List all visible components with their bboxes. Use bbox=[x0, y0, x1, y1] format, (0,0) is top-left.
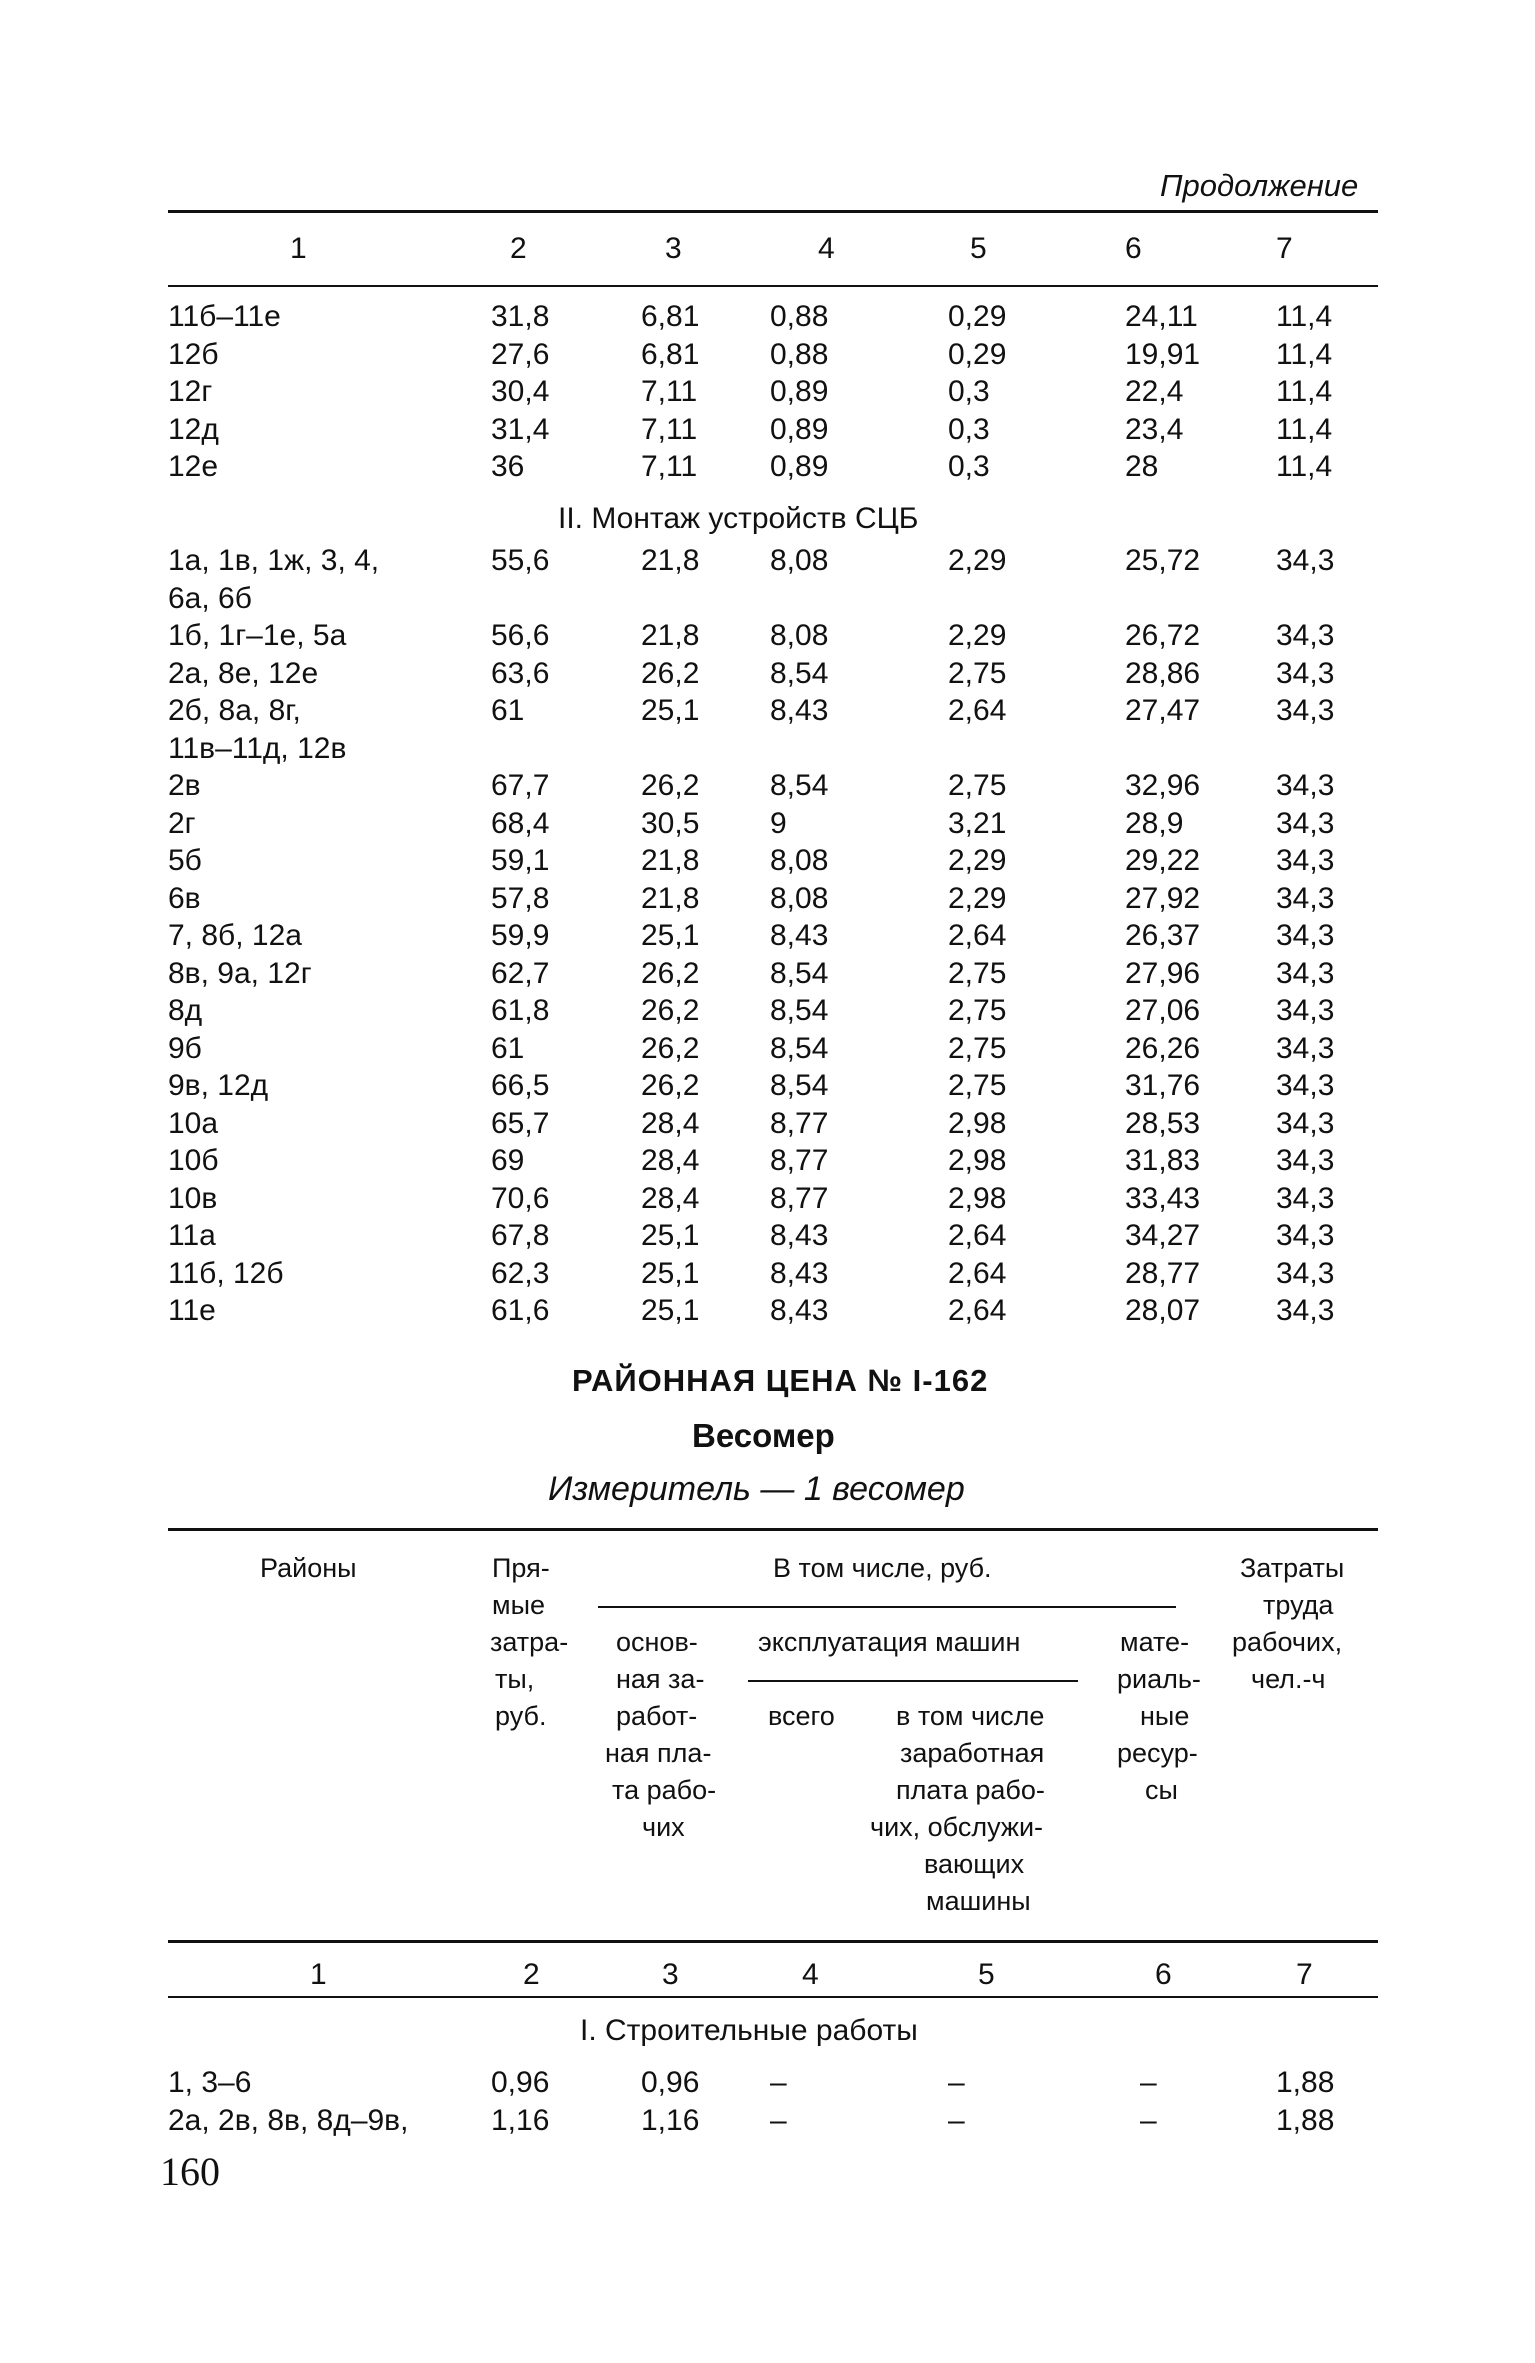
table-cell: 2,75 bbox=[948, 1069, 1007, 1102]
header-line: ная за- bbox=[616, 1664, 705, 1694]
table-cell: 34,3 bbox=[1276, 694, 1335, 727]
header-line: машины bbox=[926, 1886, 1031, 1916]
table-cell: 24,11 bbox=[1125, 300, 1198, 333]
continuation-label: Продолжение bbox=[1160, 168, 1359, 203]
measure-unit: Измеритель — 1 весомер bbox=[548, 1470, 965, 1508]
table-cell: 8,54 bbox=[770, 1069, 829, 1102]
table-row-label: 6в bbox=[168, 881, 201, 915]
table-cell: 23,4 bbox=[1125, 412, 1184, 446]
table-cell: 34,27 bbox=[1125, 1219, 1201, 1252]
header-line: затра- bbox=[490, 1627, 569, 1657]
header-line: Пря- bbox=[492, 1553, 550, 1583]
table-cell: 27,6 bbox=[491, 337, 550, 371]
table-cell: 8,43 bbox=[770, 919, 829, 952]
table-row-label: 10б bbox=[168, 1144, 219, 1177]
col-number: 7 bbox=[1276, 232, 1293, 265]
header-line: мые bbox=[492, 1590, 545, 1620]
table2-colnum-rule bbox=[168, 1996, 1378, 1998]
table-cell: 0,3 bbox=[948, 450, 990, 483]
header-line: заработная bbox=[900, 1738, 1045, 1768]
table-cell: 32,96 bbox=[1125, 769, 1201, 802]
item-name: Весомер bbox=[692, 1417, 835, 1454]
header-line: рабочих, bbox=[1232, 1627, 1343, 1657]
table-cell: 2,98 bbox=[948, 1181, 1007, 1215]
header-including-rule bbox=[598, 1606, 1176, 1608]
header-including: В том числе, руб. bbox=[773, 1553, 992, 1583]
table-cell: 57,8 bbox=[491, 881, 550, 915]
table-cell: 8,43 bbox=[770, 1219, 829, 1252]
table-cell: 2,64 bbox=[948, 1294, 1007, 1327]
table-cell: 2,64 bbox=[948, 1256, 1007, 1290]
table-row-label: 2г bbox=[168, 806, 196, 840]
table-cell: 25,1 bbox=[641, 694, 700, 727]
table-cell: 0,88 bbox=[770, 300, 829, 333]
header-line: Затраты bbox=[1240, 1553, 1345, 1583]
table-row-label: 12г bbox=[168, 375, 213, 408]
table-cell: 68,4 bbox=[491, 806, 550, 840]
table1-top-rule bbox=[168, 210, 1378, 213]
header-line: чих bbox=[642, 1812, 685, 1842]
table-cell: 8,54 bbox=[770, 769, 829, 802]
table-cell: 0,96 bbox=[491, 2066, 550, 2099]
table-cell: 28,4 bbox=[641, 1106, 700, 1140]
header-regions: Районы bbox=[260, 1553, 357, 1583]
col-number: 5 bbox=[978, 1958, 995, 1991]
table-cell: 2,29 bbox=[948, 544, 1007, 577]
table-cell: 2,75 bbox=[948, 956, 1007, 990]
table-cell: 25,1 bbox=[641, 1219, 700, 1252]
header-line: ты, bbox=[495, 1664, 535, 1694]
col-number: 4 bbox=[818, 232, 835, 265]
col-number: 6 bbox=[1155, 1958, 1172, 1991]
table1-section-title: II. Монтаж устройств СЦБ bbox=[558, 502, 919, 535]
table-cell: 26,2 bbox=[641, 994, 700, 1027]
table-cell: 27,96 bbox=[1125, 956, 1201, 990]
table-cell: 34,3 bbox=[1276, 619, 1335, 652]
col-number: 2 bbox=[523, 1958, 540, 1991]
table-cell: 33,43 bbox=[1125, 1181, 1201, 1215]
table-row-label: 11е bbox=[168, 1294, 216, 1327]
table-cell: 26,2 bbox=[641, 1069, 700, 1102]
table-cell: 0,89 bbox=[770, 450, 829, 483]
table-cell: 8,08 bbox=[770, 844, 829, 877]
table-cell: 62,3 bbox=[491, 1256, 550, 1290]
table-row-label: 9в, 12д bbox=[168, 1069, 269, 1102]
table-row-label: 9б bbox=[168, 1031, 202, 1065]
table-cell: 26,2 bbox=[641, 1031, 700, 1065]
table-cell: 31,83 bbox=[1125, 1144, 1201, 1177]
table-cell: 28,4 bbox=[641, 1181, 700, 1215]
header-line: вающих bbox=[924, 1849, 1025, 1879]
table-cell: 0,29 bbox=[948, 337, 1007, 371]
header-line: чих, обслужи- bbox=[870, 1812, 1044, 1842]
col-number: 4 bbox=[802, 1958, 819, 1991]
table2-section-title: I. Строительные работы bbox=[580, 2014, 918, 2047]
table-row-label: 6а, 6б bbox=[168, 581, 252, 615]
table-cell: 1,16 bbox=[491, 2103, 550, 2137]
table-cell: 28,9 bbox=[1125, 806, 1184, 840]
table-cell: 2,64 bbox=[948, 1219, 1007, 1252]
table-cell: 34,3 bbox=[1276, 1144, 1335, 1177]
table-cell: 26,2 bbox=[641, 656, 700, 690]
table-cell: 8,43 bbox=[770, 1256, 829, 1290]
table-cell: 27,06 bbox=[1125, 994, 1201, 1027]
table-cell: 2,75 bbox=[948, 656, 1007, 690]
table-cell: 34,3 bbox=[1276, 956, 1335, 990]
table-cell: 25,1 bbox=[641, 1256, 700, 1290]
table-cell: 0,29 bbox=[948, 300, 1007, 333]
table-cell: 34,3 bbox=[1276, 656, 1335, 690]
header-machine-rule bbox=[748, 1680, 1078, 1682]
table-cell: 61,8 bbox=[491, 994, 550, 1027]
table-cell: 26,2 bbox=[641, 769, 700, 802]
table-cell: 26,37 bbox=[1125, 919, 1201, 952]
table-cell: 29,22 bbox=[1125, 844, 1201, 877]
table-cell: 2,75 bbox=[948, 1031, 1007, 1065]
table-row-label: 2а, 2в, 8в, 8д–9в, bbox=[168, 2103, 409, 2137]
table-cell: 2,29 bbox=[948, 844, 1007, 877]
table-cell: 59,9 bbox=[491, 919, 550, 952]
table-cell: 8,43 bbox=[770, 1294, 829, 1327]
header-line: ресур- bbox=[1117, 1738, 1198, 1768]
table-row-label: 11в–11д, 12в bbox=[168, 731, 347, 765]
table1-header-rule bbox=[168, 285, 1378, 287]
table-cell: 2,75 bbox=[948, 769, 1007, 802]
table-cell: 25,1 bbox=[641, 1294, 700, 1327]
table-cell: 11,4 bbox=[1276, 300, 1333, 333]
table-cell: 26,2 bbox=[641, 956, 700, 990]
table-cell: 27,47 bbox=[1125, 694, 1201, 727]
table-cell: 21,8 bbox=[641, 844, 700, 877]
table-cell: 26,26 bbox=[1125, 1031, 1201, 1065]
table-cell: 11,4 bbox=[1276, 412, 1333, 446]
table-cell: 34,3 bbox=[1276, 806, 1335, 840]
table-cell: 65,7 bbox=[491, 1106, 550, 1140]
header-line: основ- bbox=[616, 1627, 698, 1657]
table-cell: 34,3 bbox=[1276, 881, 1335, 915]
table-cell: 0,3 bbox=[948, 375, 990, 408]
header-line: чел.-ч bbox=[1251, 1664, 1326, 1694]
table-cell: 34,3 bbox=[1276, 994, 1335, 1027]
table-cell: 66,5 bbox=[491, 1069, 550, 1102]
table-cell: 8,54 bbox=[770, 656, 829, 690]
table-cell: – bbox=[948, 2066, 965, 2099]
table-cell: 34,3 bbox=[1276, 1106, 1335, 1140]
table-cell: 1,88 bbox=[1276, 2066, 1335, 2099]
table-cell: 28,07 bbox=[1125, 1294, 1201, 1327]
table-row-label: 10в bbox=[168, 1181, 218, 1215]
table-cell: 34,3 bbox=[1276, 844, 1335, 877]
table-cell: 2,98 bbox=[948, 1106, 1007, 1140]
table-row-label: 11б–11е bbox=[168, 300, 281, 333]
table-cell: 1,88 bbox=[1276, 2103, 1335, 2137]
table-cell: 34,3 bbox=[1276, 1256, 1335, 1290]
table-cell: 63,6 bbox=[491, 656, 550, 690]
table-cell: 11,4 bbox=[1276, 375, 1333, 408]
header-line: риаль- bbox=[1117, 1664, 1201, 1694]
header-line: руб. bbox=[495, 1701, 547, 1731]
table-row-label: 2а, 8е, 12е bbox=[168, 656, 319, 690]
table-row-label: 2в bbox=[168, 769, 201, 802]
table-cell: 61 bbox=[491, 694, 525, 727]
table-cell: 8,77 bbox=[770, 1181, 829, 1215]
table-cell: 1,16 bbox=[641, 2103, 700, 2137]
table-row-label: 5б bbox=[168, 844, 202, 877]
table-cell: 21,8 bbox=[641, 544, 700, 577]
header-line: та рабо- bbox=[612, 1775, 717, 1805]
table-cell: 36 bbox=[491, 450, 525, 483]
table-cell: 62,7 bbox=[491, 956, 550, 990]
table-cell: 34,3 bbox=[1276, 919, 1335, 952]
table-cell: 34,3 bbox=[1276, 544, 1335, 577]
table-cell: 6,81 bbox=[641, 300, 700, 333]
table-cell: 2,64 bbox=[948, 919, 1007, 952]
table-cell: 8,54 bbox=[770, 994, 829, 1027]
table-cell: 30,5 bbox=[641, 806, 700, 840]
table-cell: 8,77 bbox=[770, 1106, 829, 1140]
table-row-label: 1, 3–6 bbox=[168, 2066, 252, 2099]
table-cell: 34,3 bbox=[1276, 1294, 1335, 1327]
table-cell: 59,1 bbox=[491, 844, 550, 877]
col-number: 1 bbox=[290, 232, 307, 265]
table-cell: 25,72 bbox=[1125, 544, 1201, 577]
table-cell: 2,75 bbox=[948, 994, 1007, 1027]
table-cell: 28,77 bbox=[1125, 1256, 1201, 1290]
header-machine-operation: эксплуатация машин bbox=[758, 1627, 1021, 1657]
table-cell: 61,6 bbox=[491, 1294, 550, 1327]
table-cell: 11,4 bbox=[1276, 337, 1333, 371]
table-cell: 31,76 bbox=[1125, 1069, 1201, 1102]
header-line: в том числе bbox=[896, 1701, 1045, 1731]
table-cell: 8,54 bbox=[770, 956, 829, 990]
header-line: труда bbox=[1263, 1590, 1334, 1620]
table-cell: 0,89 bbox=[770, 375, 829, 408]
table-cell: 19,91 bbox=[1125, 337, 1201, 371]
table-cell: 27,92 bbox=[1125, 881, 1201, 915]
table-cell: – bbox=[770, 2066, 787, 2099]
table-row-label: 1б, 1г–1е, 5а bbox=[168, 619, 347, 652]
table-cell: 21,8 bbox=[641, 881, 700, 915]
table-cell: 8,08 bbox=[770, 544, 829, 577]
table-cell: 3,21 bbox=[948, 806, 1007, 840]
table-cell: 28 bbox=[1125, 450, 1159, 483]
table-cell: 55,6 bbox=[491, 544, 550, 577]
table-row-label: 11а bbox=[168, 1219, 216, 1252]
table-cell: 8,08 bbox=[770, 881, 829, 915]
table-cell: 7,11 bbox=[641, 412, 698, 446]
table-cell: 70,6 bbox=[491, 1181, 550, 1215]
table-cell: 34,3 bbox=[1276, 1031, 1335, 1065]
table-cell: 30,4 bbox=[491, 375, 550, 408]
table-cell: 7,11 bbox=[641, 450, 698, 483]
table-cell: 28,53 bbox=[1125, 1106, 1201, 1140]
table-cell: 34,3 bbox=[1276, 1181, 1335, 1215]
table2-header-rule bbox=[168, 1940, 1378, 1943]
table-row-label: 10а bbox=[168, 1106, 219, 1140]
table-cell: 8,08 bbox=[770, 619, 829, 652]
table-cell: 7,11 bbox=[641, 375, 698, 408]
col-number: 3 bbox=[665, 232, 682, 265]
price-title: РАЙОННАЯ ЦЕНА № I-162 bbox=[572, 1363, 989, 1398]
col-number: 6 bbox=[1125, 232, 1142, 265]
col-number: 3 bbox=[662, 1958, 679, 1991]
table-row-label: 8в, 9а, 12г bbox=[168, 956, 312, 990]
header-total: всего bbox=[768, 1701, 835, 1731]
table-cell: – bbox=[948, 2103, 965, 2137]
table-cell: 8,77 bbox=[770, 1144, 829, 1177]
table-cell: 2,64 bbox=[948, 694, 1007, 727]
table-cell: 28,4 bbox=[641, 1144, 700, 1177]
table-cell: 8,43 bbox=[770, 694, 829, 727]
table-cell: 0,89 bbox=[770, 412, 829, 446]
table-cell: 0,3 bbox=[948, 412, 990, 446]
table-cell: 61 bbox=[491, 1031, 525, 1065]
table-cell: 31,8 bbox=[491, 300, 550, 333]
table-cell: 67,7 bbox=[491, 769, 550, 802]
table2-top-rule bbox=[168, 1528, 1378, 1531]
header-line: ная пла- bbox=[605, 1738, 712, 1768]
col-number: 7 bbox=[1296, 1958, 1313, 1991]
header-line: плата рабо- bbox=[896, 1775, 1045, 1805]
table-cell: – bbox=[1140, 2103, 1157, 2137]
table-cell: 26,72 bbox=[1125, 619, 1201, 652]
table-row-label: 2б, 8а, 8г, bbox=[168, 694, 301, 727]
header-line: сы bbox=[1145, 1775, 1178, 1805]
table-cell: 22,4 bbox=[1125, 375, 1184, 408]
table-cell: 21,8 bbox=[641, 619, 700, 652]
table-row-label: 12е bbox=[168, 450, 219, 483]
table-row-label: 11б, 12б bbox=[168, 1256, 284, 1290]
table-cell: 9 bbox=[770, 806, 787, 840]
header-line: ные bbox=[1140, 1701, 1190, 1731]
table-cell: 0,88 bbox=[770, 337, 829, 371]
table-cell: 2,98 bbox=[948, 1144, 1007, 1177]
col-number: 5 bbox=[970, 232, 987, 265]
table-cell: 67,8 bbox=[491, 1219, 550, 1252]
table-row-label: 1а, 1в, 1ж, 3, 4, bbox=[168, 544, 380, 577]
page-number: 160 bbox=[160, 2149, 220, 2194]
table-row-label: 7, 8б, 12а bbox=[168, 919, 302, 952]
table-cell: 34,3 bbox=[1276, 1069, 1335, 1102]
table-cell: 34,3 bbox=[1276, 1219, 1335, 1252]
table-cell: 2,29 bbox=[948, 881, 1007, 915]
table-cell: 69 bbox=[491, 1144, 525, 1177]
table-cell: 2,29 bbox=[948, 619, 1007, 652]
table-cell: 0,96 bbox=[641, 2066, 700, 2099]
table-cell: 56,6 bbox=[491, 619, 550, 652]
table-cell: 34,3 bbox=[1276, 769, 1335, 802]
col-number: 1 bbox=[310, 1958, 327, 1991]
col-number: 2 bbox=[510, 232, 527, 265]
table-cell: 25,1 bbox=[641, 919, 700, 952]
header-line: мате- bbox=[1120, 1627, 1190, 1657]
table-row-label: 12б bbox=[168, 337, 219, 371]
table-cell: 6,81 bbox=[641, 337, 700, 371]
table-row-label: 12д bbox=[168, 412, 219, 446]
table-cell: 11,4 bbox=[1276, 450, 1333, 483]
table-row-label: 8д bbox=[168, 994, 203, 1027]
header-line: работ- bbox=[616, 1701, 698, 1731]
table-cell: – bbox=[770, 2103, 787, 2137]
table-cell: 31,4 bbox=[491, 412, 550, 446]
table-cell: 8,54 bbox=[770, 1031, 829, 1065]
table-cell: 28,86 bbox=[1125, 656, 1201, 690]
table-cell: – bbox=[1140, 2066, 1157, 2099]
